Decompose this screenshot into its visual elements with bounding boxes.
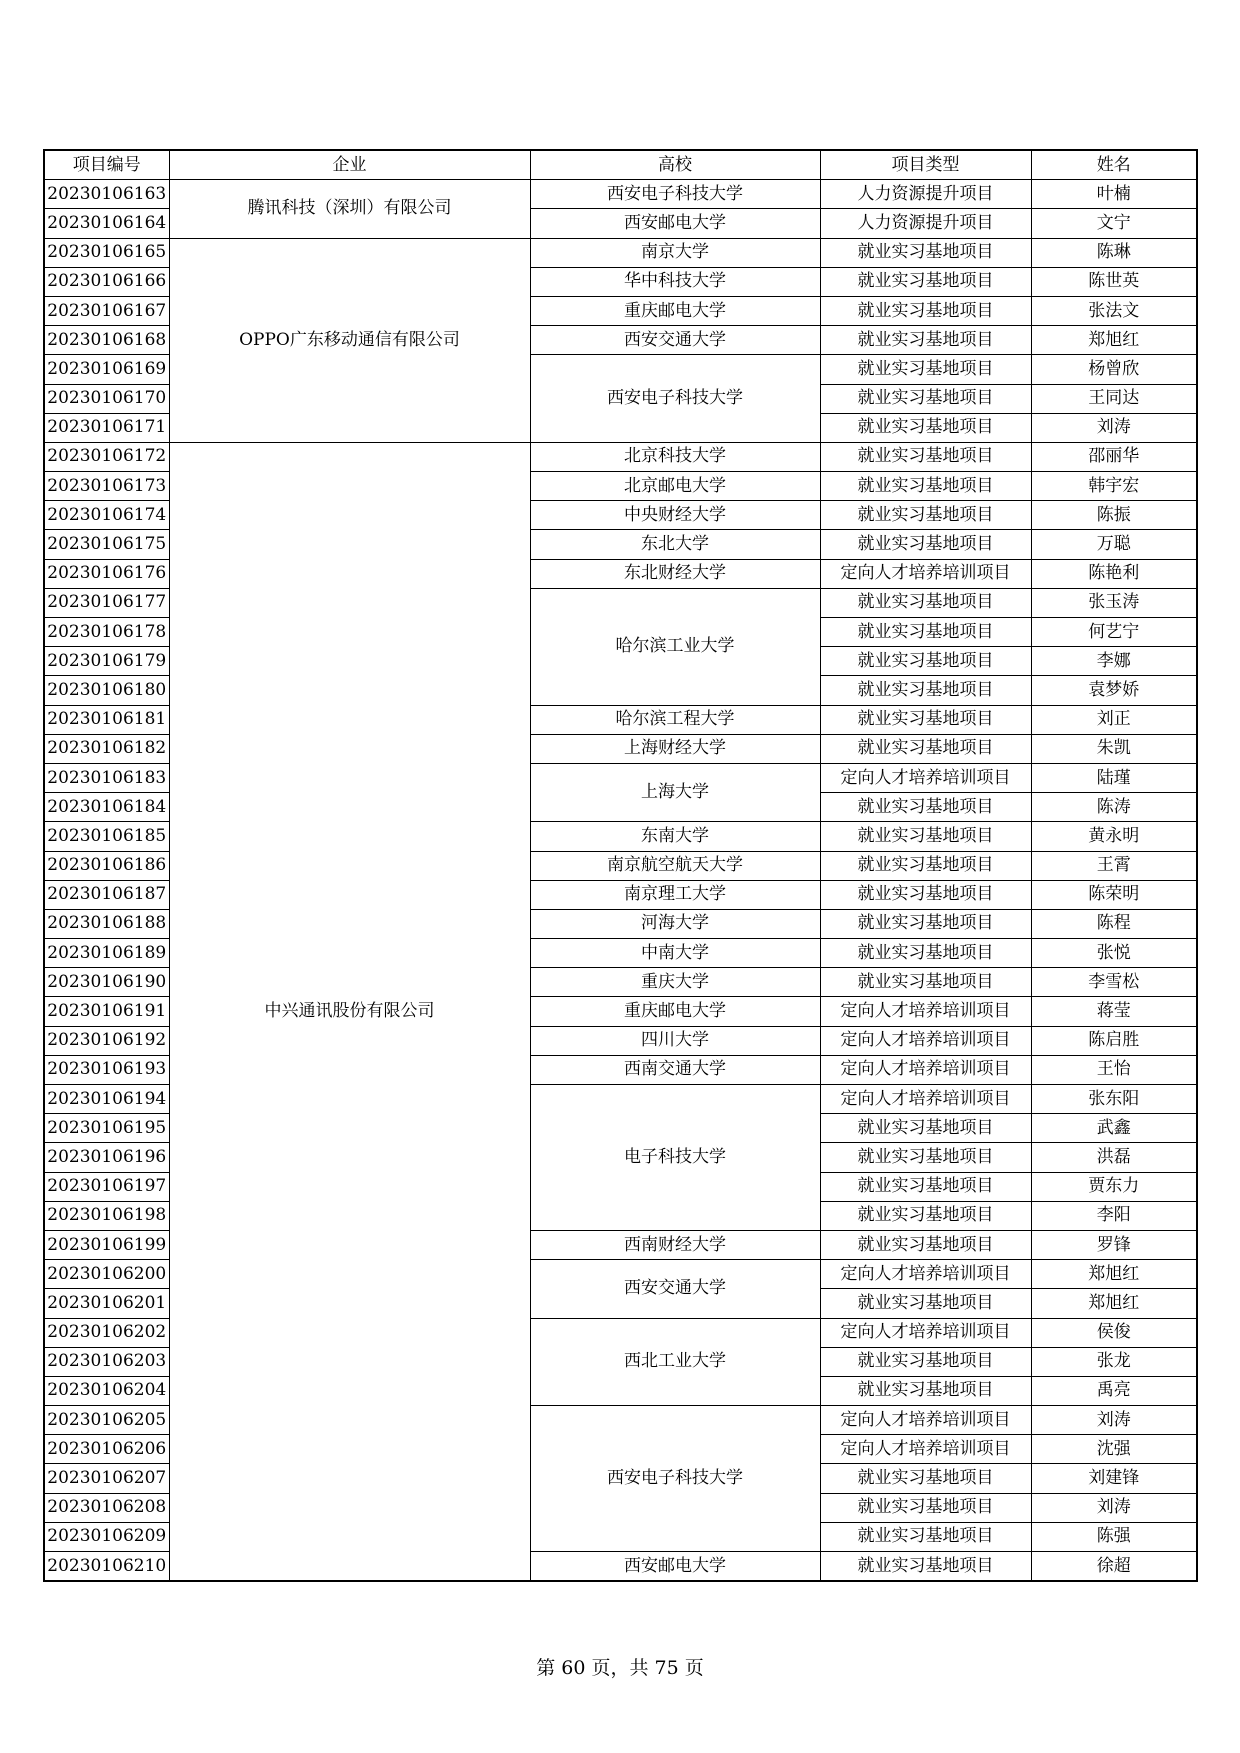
cell-project-id: 20230106189 bbox=[44, 939, 169, 968]
cell-university: 电子科技大学 bbox=[530, 1085, 820, 1231]
cell-name: 刘建锋 bbox=[1031, 1464, 1197, 1493]
cell-project-type: 就业实习基地项目 bbox=[820, 384, 1031, 413]
cell-project-id: 20230106198 bbox=[44, 1201, 169, 1230]
cell-university: 上海大学 bbox=[530, 763, 820, 821]
cell-project-type: 定向人才培养培训项目 bbox=[820, 1260, 1031, 1289]
cell-project-id: 20230106205 bbox=[44, 1406, 169, 1435]
cell-project-type: 定向人才培养培训项目 bbox=[820, 1435, 1031, 1464]
cell-project-type: 就业实习基地项目 bbox=[820, 939, 1031, 968]
cell-project-type: 就业实习基地项目 bbox=[820, 296, 1031, 325]
page-footer: 第 60 页，共 75 页 bbox=[536, 1657, 704, 1679]
cell-project-type: 就业实习基地项目 bbox=[820, 530, 1031, 559]
cell-name: 李娜 bbox=[1031, 647, 1197, 676]
cell-name: 武鑫 bbox=[1031, 1114, 1197, 1143]
cell-project-type: 定向人才培养培训项目 bbox=[820, 1055, 1031, 1084]
cell-project-type: 定向人才培养培训项目 bbox=[820, 763, 1031, 792]
cell-name: 万聪 bbox=[1031, 530, 1197, 559]
cell-university: 哈尔滨工业大学 bbox=[530, 588, 820, 705]
cell-project-type: 就业实习基地项目 bbox=[820, 267, 1031, 296]
cell-project-type: 就业实习基地项目 bbox=[820, 793, 1031, 822]
cell-project-id: 20230106197 bbox=[44, 1172, 169, 1201]
cell-project-id: 20230106178 bbox=[44, 618, 169, 647]
cell-project-type: 就业实习基地项目 bbox=[820, 238, 1031, 267]
table-row bbox=[44, 238, 1197, 267]
table-row bbox=[44, 180, 1197, 209]
cell-university: 西北工业大学 bbox=[530, 1318, 820, 1406]
cell-project-type: 人力资源提升项目 bbox=[820, 180, 1031, 209]
cell-project-id: 20230106209 bbox=[44, 1522, 169, 1551]
cell-project-type: 就业实习基地项目 bbox=[820, 734, 1031, 763]
cell-name: 王同达 bbox=[1031, 384, 1197, 413]
cell-project-id: 20230106179 bbox=[44, 647, 169, 676]
cell-name: 刘涛 bbox=[1031, 1493, 1197, 1522]
header-project-type: 项目类型 bbox=[820, 150, 1031, 180]
cell-project-id: 20230106168 bbox=[44, 326, 169, 355]
cell-university: 西安邮电大学 bbox=[530, 209, 820, 238]
cell-university: 河海大学 bbox=[530, 909, 820, 938]
cell-name: 陈荣明 bbox=[1031, 880, 1197, 909]
cell-name: 陈艳利 bbox=[1031, 559, 1197, 588]
cell-project-id: 20230106185 bbox=[44, 822, 169, 851]
cell-university: 中南大学 bbox=[530, 939, 820, 968]
cell-project-id: 20230106208 bbox=[44, 1493, 169, 1522]
cell-university: 东南大学 bbox=[530, 822, 820, 851]
cell-project-id: 20230106194 bbox=[44, 1085, 169, 1114]
cell-project-type: 定向人才培养培训项目 bbox=[820, 559, 1031, 588]
cell-university: 西安邮电大学 bbox=[530, 1552, 820, 1582]
cell-project-id: 20230106207 bbox=[44, 1464, 169, 1493]
cell-project-id: 20230106193 bbox=[44, 1055, 169, 1084]
cell-project-type: 定向人才培养培训项目 bbox=[820, 997, 1031, 1026]
cell-company: 中兴通讯股份有限公司 bbox=[169, 442, 530, 1581]
cell-project-type: 就业实习基地项目 bbox=[820, 1347, 1031, 1376]
cell-project-id: 20230106203 bbox=[44, 1347, 169, 1376]
cell-name: 王怡 bbox=[1031, 1055, 1197, 1084]
cell-project-type: 定向人才培养培训项目 bbox=[820, 1318, 1031, 1347]
cell-project-id: 20230106175 bbox=[44, 530, 169, 559]
cell-name: 王霄 bbox=[1031, 851, 1197, 880]
cell-company: 腾讯科技（深圳）有限公司 bbox=[169, 180, 530, 238]
cell-name: 徐超 bbox=[1031, 1552, 1197, 1582]
cell-name: 李阳 bbox=[1031, 1201, 1197, 1230]
cell-project-type: 就业实习基地项目 bbox=[820, 647, 1031, 676]
cell-name: 叶楠 bbox=[1031, 180, 1197, 209]
cell-project-id: 20230106210 bbox=[44, 1552, 169, 1582]
cell-university: 西安电子科技大学 bbox=[530, 180, 820, 209]
cell-name: 侯俊 bbox=[1031, 1318, 1197, 1347]
cell-name: 罗锋 bbox=[1031, 1230, 1197, 1259]
cell-project-type: 就业实习基地项目 bbox=[820, 501, 1031, 530]
cell-name: 张法文 bbox=[1031, 296, 1197, 325]
cell-project-id: 20230106204 bbox=[44, 1376, 169, 1405]
cell-project-type: 就业实习基地项目 bbox=[820, 618, 1031, 647]
cell-university: 南京大学 bbox=[530, 238, 820, 267]
cell-project-type: 定向人才培养培训项目 bbox=[820, 1406, 1031, 1435]
cell-project-id: 20230106176 bbox=[44, 559, 169, 588]
cell-university: 东北大学 bbox=[530, 530, 820, 559]
cell-project-id: 20230106167 bbox=[44, 296, 169, 325]
cell-name: 袁梦娇 bbox=[1031, 676, 1197, 705]
cell-project-id: 20230106182 bbox=[44, 734, 169, 763]
cell-project-type: 就业实习基地项目 bbox=[820, 705, 1031, 734]
cell-project-type: 就业实习基地项目 bbox=[820, 851, 1031, 880]
cell-name: 洪磊 bbox=[1031, 1143, 1197, 1172]
cell-project-type: 就业实习基地项目 bbox=[820, 1493, 1031, 1522]
cell-project-type: 就业实习基地项目 bbox=[820, 1172, 1031, 1201]
cell-university: 重庆邮电大学 bbox=[530, 997, 820, 1026]
cell-project-id: 20230106201 bbox=[44, 1289, 169, 1318]
cell-project-id: 20230106173 bbox=[44, 472, 169, 501]
cell-name: 黄永明 bbox=[1031, 822, 1197, 851]
cell-project-type: 就业实习基地项目 bbox=[820, 326, 1031, 355]
cell-project-type: 就业实习基地项目 bbox=[820, 588, 1031, 617]
cell-project-id: 20230106163 bbox=[44, 180, 169, 209]
cell-name: 李雪松 bbox=[1031, 968, 1197, 997]
cell-project-type: 就业实习基地项目 bbox=[820, 822, 1031, 851]
cell-name: 邵丽华 bbox=[1031, 442, 1197, 471]
cell-project-id: 20230106200 bbox=[44, 1260, 169, 1289]
cell-name: 刘涛 bbox=[1031, 413, 1197, 442]
cell-project-id: 20230106184 bbox=[44, 793, 169, 822]
cell-project-id: 20230106169 bbox=[44, 355, 169, 384]
cell-name: 郑旭红 bbox=[1031, 1289, 1197, 1318]
cell-university: 西安交通大学 bbox=[530, 1260, 820, 1318]
cell-project-id: 20230106166 bbox=[44, 267, 169, 296]
table-header-row bbox=[44, 150, 1197, 180]
cell-project-type: 就业实习基地项目 bbox=[820, 1376, 1031, 1405]
cell-project-type: 就业实习基地项目 bbox=[820, 1230, 1031, 1259]
cell-project-type: 就业实习基地项目 bbox=[820, 413, 1031, 442]
table-row bbox=[44, 442, 1197, 471]
cell-name: 沈强 bbox=[1031, 1435, 1197, 1464]
cell-project-id: 20230106199 bbox=[44, 1230, 169, 1259]
cell-project-id: 20230106171 bbox=[44, 413, 169, 442]
cell-project-id: 20230106186 bbox=[44, 851, 169, 880]
cell-name: 陈世英 bbox=[1031, 267, 1197, 296]
cell-name: 文宁 bbox=[1031, 209, 1197, 238]
cell-project-id: 20230106188 bbox=[44, 909, 169, 938]
cell-university: 哈尔滨工程大学 bbox=[530, 705, 820, 734]
cell-university: 南京航空航天大学 bbox=[530, 851, 820, 880]
cell-project-type: 就业实习基地项目 bbox=[820, 355, 1031, 384]
cell-project-id: 20230106180 bbox=[44, 676, 169, 705]
project-table bbox=[43, 149, 1198, 1582]
cell-name: 刘正 bbox=[1031, 705, 1197, 734]
cell-project-type: 就业实习基地项目 bbox=[820, 1201, 1031, 1230]
cell-university: 华中科技大学 bbox=[530, 267, 820, 296]
cell-project-id: 20230106191 bbox=[44, 997, 169, 1026]
cell-name: 陈程 bbox=[1031, 909, 1197, 938]
cell-university: 北京科技大学 bbox=[530, 442, 820, 471]
cell-project-type: 就业实习基地项目 bbox=[820, 909, 1031, 938]
cell-university: 重庆邮电大学 bbox=[530, 296, 820, 325]
cell-university: 西安电子科技大学 bbox=[530, 355, 820, 443]
cell-project-id: 20230106187 bbox=[44, 880, 169, 909]
header-name: 姓名 bbox=[1031, 150, 1197, 180]
cell-company: OPPO广东移动通信有限公司 bbox=[169, 238, 530, 442]
cell-project-id: 20230106164 bbox=[44, 209, 169, 238]
cell-name: 蒋莹 bbox=[1031, 997, 1197, 1026]
cell-project-type: 就业实习基地项目 bbox=[820, 472, 1031, 501]
header-project-id: 项目编号 bbox=[44, 150, 169, 180]
cell-project-id: 20230106202 bbox=[44, 1318, 169, 1347]
cell-university: 上海财经大学 bbox=[530, 734, 820, 763]
cell-university: 西安交通大学 bbox=[530, 326, 820, 355]
cell-project-type: 就业实习基地项目 bbox=[820, 442, 1031, 471]
header-university: 高校 bbox=[530, 150, 820, 180]
cell-name: 张东阳 bbox=[1031, 1085, 1197, 1114]
table-body bbox=[44, 180, 1197, 1582]
cell-university: 西南交通大学 bbox=[530, 1055, 820, 1084]
cell-project-type: 就业实习基地项目 bbox=[820, 1464, 1031, 1493]
cell-project-id: 20230106170 bbox=[44, 384, 169, 413]
cell-project-id: 20230106206 bbox=[44, 1435, 169, 1464]
cell-name: 何艺宁 bbox=[1031, 618, 1197, 647]
cell-university: 四川大学 bbox=[530, 1026, 820, 1055]
cell-university: 南京理工大学 bbox=[530, 880, 820, 909]
cell-project-type: 就业实习基地项目 bbox=[820, 1522, 1031, 1551]
cell-name: 陈琳 bbox=[1031, 238, 1197, 267]
cell-project-type: 定向人才培养培训项目 bbox=[820, 1085, 1031, 1114]
cell-name: 刘涛 bbox=[1031, 1406, 1197, 1435]
cell-name: 张悦 bbox=[1031, 939, 1197, 968]
cell-name: 禹亮 bbox=[1031, 1376, 1197, 1405]
cell-project-type: 就业实习基地项目 bbox=[820, 1289, 1031, 1318]
cell-project-type: 就业实习基地项目 bbox=[820, 676, 1031, 705]
cell-project-id: 20230106181 bbox=[44, 705, 169, 734]
cell-project-id: 20230106192 bbox=[44, 1026, 169, 1055]
cell-name: 郑旭红 bbox=[1031, 1260, 1197, 1289]
cell-project-id: 20230106196 bbox=[44, 1143, 169, 1172]
cell-name: 朱凯 bbox=[1031, 734, 1197, 763]
cell-university: 东北财经大学 bbox=[530, 559, 820, 588]
cell-university: 中央财经大学 bbox=[530, 501, 820, 530]
cell-project-id: 20230106177 bbox=[44, 588, 169, 617]
cell-project-type: 就业实习基地项目 bbox=[820, 880, 1031, 909]
cell-name: 张龙 bbox=[1031, 1347, 1197, 1376]
cell-name: 陆瑾 bbox=[1031, 763, 1197, 792]
cell-project-id: 20230106174 bbox=[44, 501, 169, 530]
cell-university: 重庆大学 bbox=[530, 968, 820, 997]
cell-university: 北京邮电大学 bbox=[530, 472, 820, 501]
cell-project-type: 定向人才培养培训项目 bbox=[820, 1026, 1031, 1055]
cell-name: 杨曾欣 bbox=[1031, 355, 1197, 384]
cell-name: 贾东力 bbox=[1031, 1172, 1197, 1201]
cell-project-id: 20230106172 bbox=[44, 442, 169, 471]
cell-project-type: 就业实习基地项目 bbox=[820, 968, 1031, 997]
cell-name: 陈强 bbox=[1031, 1522, 1197, 1551]
cell-project-type: 人力资源提升项目 bbox=[820, 209, 1031, 238]
cell-name: 陈启胜 bbox=[1031, 1026, 1197, 1055]
cell-project-id: 20230106195 bbox=[44, 1114, 169, 1143]
cell-name: 陈振 bbox=[1031, 501, 1197, 530]
cell-project-id: 20230106190 bbox=[44, 968, 169, 997]
cell-project-id: 20230106183 bbox=[44, 763, 169, 792]
cell-project-id: 20230106165 bbox=[44, 238, 169, 267]
cell-university: 西安电子科技大学 bbox=[530, 1406, 820, 1552]
cell-project-type: 就业实习基地项目 bbox=[820, 1143, 1031, 1172]
cell-university: 西南财经大学 bbox=[530, 1230, 820, 1259]
cell-project-type: 就业实习基地项目 bbox=[820, 1114, 1031, 1143]
cell-name: 韩宇宏 bbox=[1031, 472, 1197, 501]
cell-project-type: 就业实习基地项目 bbox=[820, 1552, 1031, 1582]
header-company: 企业 bbox=[169, 150, 530, 180]
cell-name: 郑旭红 bbox=[1031, 326, 1197, 355]
cell-name: 陈涛 bbox=[1031, 793, 1197, 822]
cell-name: 张玉涛 bbox=[1031, 588, 1197, 617]
